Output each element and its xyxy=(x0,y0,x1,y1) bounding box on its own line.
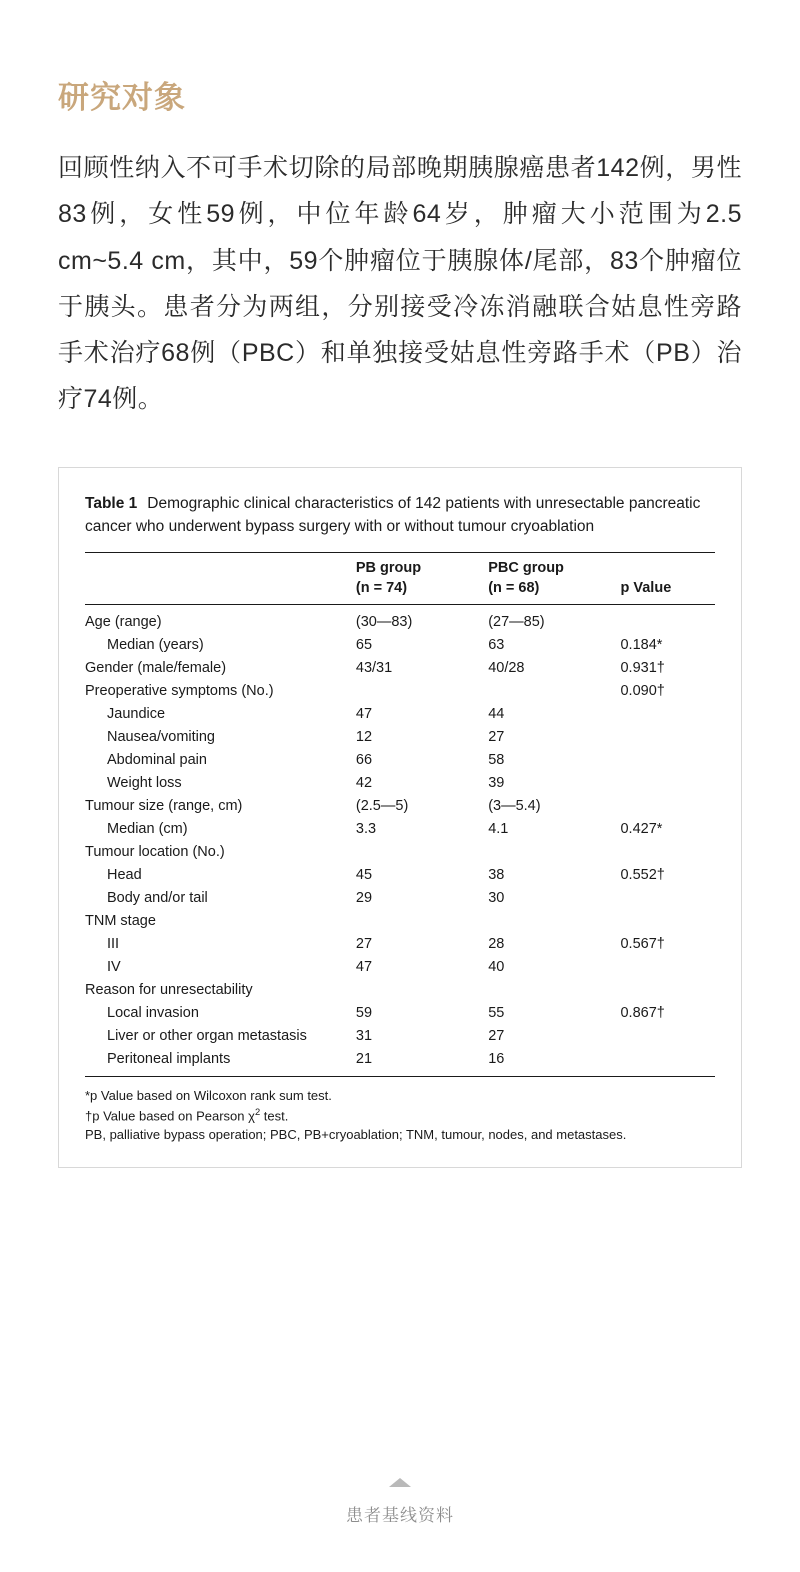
table-figure xyxy=(58,467,742,1168)
row-p-value xyxy=(620,795,715,818)
row-p-value xyxy=(620,605,715,634)
row-pbc-value: 16 xyxy=(488,1048,620,1077)
row-pbc-value xyxy=(488,680,620,703)
column-header-pb-line1: PB group xyxy=(355,560,422,576)
row-label: IV xyxy=(107,959,121,976)
table-header-row xyxy=(85,553,715,605)
row-pb-value xyxy=(356,979,488,1002)
column-header-pbc-line1: PBC group xyxy=(488,560,564,576)
row-label: Jaundice xyxy=(107,706,166,723)
table-note-3: PB, palliative bypass operation; PBC, PB+cryoablation; TNM, tumour, nodes, and metastases. xyxy=(85,1127,627,1143)
row-pbc-value: (27—85) xyxy=(488,614,545,631)
row-label: Weight loss xyxy=(107,775,182,792)
row-pbc-value xyxy=(488,910,620,933)
row-label: Tumour location (No.) xyxy=(85,844,225,861)
row-p-value xyxy=(620,910,715,933)
row-pb-value: 45 xyxy=(355,867,373,884)
row-pb-value: 29 xyxy=(355,890,373,907)
table-caption-text: Demographic clinical characteristics of 142 patients with unresectable pancreatic cancer who underwent bypass surgery with or without tumour cryoablation xyxy=(85,494,701,535)
table-row xyxy=(85,1002,715,1025)
row-p-value xyxy=(620,772,715,795)
row-pbc-value xyxy=(488,979,620,1002)
row-label: Abdominal pain xyxy=(107,752,207,769)
row-pbc-value: 39 xyxy=(488,775,505,792)
row-pbc-value: 30 xyxy=(488,890,505,907)
row-label: Peritoneal implants xyxy=(85,1048,356,1077)
table-row xyxy=(85,605,715,634)
row-label: Median (cm) xyxy=(107,821,188,838)
row-p-value: 0.184* xyxy=(620,637,663,654)
row-pbc-value: 38 xyxy=(488,867,505,884)
row-pb-value: (2.5—5) xyxy=(355,798,409,815)
row-label: Reason for unresectability xyxy=(85,982,253,999)
table-row xyxy=(85,864,715,887)
row-pbc-value: 40/28 xyxy=(488,660,525,677)
row-pb-value xyxy=(356,910,488,933)
table-row xyxy=(85,703,715,726)
row-label: Liver or other organ metastasis xyxy=(107,1028,307,1045)
table-row xyxy=(85,726,715,749)
table-row xyxy=(85,657,715,680)
figure-footer xyxy=(0,1478,800,1526)
row-pb-value: 31 xyxy=(355,1028,373,1045)
table-row xyxy=(85,956,715,979)
row-pb-value xyxy=(356,680,488,703)
row-pb-value: 47 xyxy=(355,706,373,723)
row-p-value xyxy=(620,887,715,910)
table-row xyxy=(85,1048,715,1077)
table-row xyxy=(85,772,715,795)
table-note-2: †p Value based on Pearson $\chi^2$ test. xyxy=(85,1106,289,1124)
table-head xyxy=(85,553,715,605)
table-label: Table 1 xyxy=(85,494,138,512)
row-pbc-value: 27 xyxy=(488,729,505,746)
row-p-value xyxy=(620,841,715,864)
row-label: Median (years) xyxy=(107,637,204,654)
row-p-value xyxy=(620,726,715,749)
table-row xyxy=(85,795,715,818)
row-pb-value: 43/31 xyxy=(355,660,393,677)
page-title: 研究对象 xyxy=(58,80,186,115)
body-paragraph: 回顾性纳入不可手术切除的局部晚期胰腺癌患者142例，男性83例，女性59例，中位年龄64岁，肿瘤大小范围为2.5 cm~5.4 cm，其中，59个肿瘤位于胰腺体/尾部，83个肿瘤位于胰头。患者分为两组，分别接受冷冻消融联合姑息性旁路手术治疗68例（PBC）和单独接受姑息性旁路手术（PB）治疗74例。 xyxy=(58,154,742,414)
row-pb-value: 12 xyxy=(355,729,373,746)
table-row xyxy=(85,933,715,956)
row-pbc-value xyxy=(488,841,620,864)
demographic-table xyxy=(85,552,715,1077)
column-header-variable xyxy=(85,553,356,605)
column-header-pb xyxy=(356,553,488,605)
table-body xyxy=(85,605,715,1077)
row-label: Head xyxy=(107,867,142,884)
row-p-value: 0.552† xyxy=(620,867,665,884)
row-p-value: 0.931† xyxy=(620,660,665,677)
table-row xyxy=(85,979,715,1002)
row-pb-value xyxy=(356,841,488,864)
table-row xyxy=(85,1025,715,1048)
row-pb-value: 21 xyxy=(356,1048,488,1077)
row-pbc-value: 27 xyxy=(488,1028,505,1045)
table-caption xyxy=(85,492,715,539)
column-header-pb-line2: (n = 74) xyxy=(355,579,408,596)
row-pbc-value: 40 xyxy=(488,959,505,976)
column-header-pvalue: p Value xyxy=(620,553,715,605)
row-p-value xyxy=(620,1025,715,1048)
row-p-value xyxy=(620,703,715,726)
table-row xyxy=(85,841,715,864)
row-p-value xyxy=(620,749,715,772)
row-pb-value: 47 xyxy=(355,959,373,976)
row-pb-value: 3.3 xyxy=(355,821,377,838)
row-pbc-value: 44 xyxy=(488,706,505,723)
row-p-value xyxy=(620,956,715,979)
footer-caption: 患者基线资料 xyxy=(346,1506,454,1525)
row-pbc-value: 28 xyxy=(488,936,505,953)
row-label: Gender (male/female) xyxy=(85,660,227,677)
row-p-value xyxy=(620,979,715,1002)
row-pbc-value: 58 xyxy=(488,752,505,769)
row-label: III xyxy=(107,936,120,953)
row-pb-value: 66 xyxy=(355,752,373,769)
row-p-value: 0.867† xyxy=(620,1005,665,1022)
row-p-value: 0.427* xyxy=(620,821,663,838)
row-label: Nausea/vomiting xyxy=(107,729,215,746)
table-row xyxy=(85,818,715,841)
table-row xyxy=(85,887,715,910)
table-row xyxy=(85,680,715,703)
row-label: Age (range) xyxy=(85,614,162,631)
row-label: Tumour size (range, cm) xyxy=(85,798,243,815)
row-label: Body and/or tail xyxy=(107,890,208,907)
up-arrow-icon xyxy=(389,1478,411,1487)
row-pb-value: 42 xyxy=(355,775,373,792)
column-header-pbc-line2: (n = 68) xyxy=(488,579,540,596)
row-pbc-value: 55 xyxy=(488,1005,505,1022)
row-pbc-value: 4.1 xyxy=(488,821,509,838)
row-pbc-value: (3—5.4) xyxy=(488,798,541,815)
table-row xyxy=(85,749,715,772)
table-notes xyxy=(85,1087,715,1145)
table-note-1: *p Value based on Wilcoxon rank sum test. xyxy=(85,1088,332,1104)
row-label: Local invasion xyxy=(107,1005,199,1022)
table-row xyxy=(85,634,715,657)
row-pb-value: (30—83) xyxy=(355,614,413,631)
table-row xyxy=(85,910,715,933)
row-pbc-value: 63 xyxy=(488,637,505,654)
row-pb-value: 65 xyxy=(355,637,373,654)
row-p-value: 0.090† xyxy=(620,683,665,700)
row-pb-value: 27 xyxy=(355,936,373,953)
row-label: Preoperative symptoms (No.) xyxy=(85,683,274,700)
row-p-value xyxy=(620,1048,715,1077)
column-header-pbc xyxy=(488,553,620,605)
row-label: TNM stage xyxy=(85,913,156,930)
row-p-value: 0.567† xyxy=(620,936,665,953)
row-pb-value: 59 xyxy=(355,1005,373,1022)
